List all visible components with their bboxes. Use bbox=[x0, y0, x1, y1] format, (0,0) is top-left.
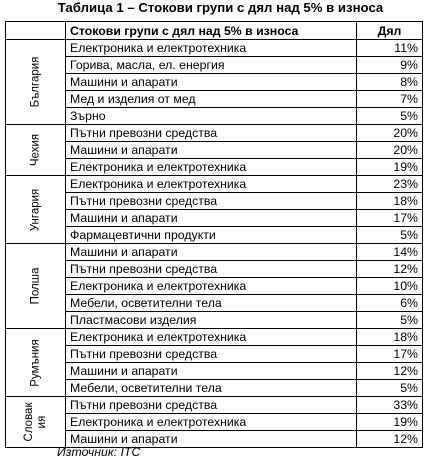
share-cell: 14% bbox=[357, 244, 423, 261]
header-goods: Стокови групи с дял над 5% в износа bbox=[66, 22, 357, 40]
share-cell: 5% bbox=[357, 312, 423, 329]
table-title: Таблица 1 – Стокови групи с дял над 5% в износа bbox=[57, 0, 384, 15]
table-row bbox=[6, 40, 423, 57]
share-cell: 5% bbox=[357, 380, 423, 397]
header-country bbox=[6, 22, 66, 40]
table-row bbox=[6, 414, 423, 431]
share-cell: 7% bbox=[357, 91, 423, 108]
country-label: Чехия bbox=[29, 133, 41, 167]
table-row bbox=[6, 295, 423, 312]
country-cell bbox=[6, 244, 66, 329]
share-cell: 12% bbox=[357, 261, 423, 278]
goods-cell: Пластмасови изделия bbox=[66, 312, 357, 329]
country-label: Унгария bbox=[29, 188, 41, 231]
goods-cell: Зърно bbox=[66, 108, 357, 125]
country-cell bbox=[6, 329, 66, 397]
goods-cell: Мебели, осветителни тела bbox=[66, 295, 357, 312]
goods-cell: Мед и изделия от мед bbox=[66, 91, 357, 108]
goods-cell: Пътни превозни средства bbox=[66, 397, 357, 414]
table-row bbox=[6, 380, 423, 397]
goods-cell: Машини и апарати bbox=[66, 142, 357, 159]
country-label-line: Словак bbox=[22, 402, 35, 442]
export-share-table bbox=[5, 21, 423, 448]
country-label: България bbox=[29, 56, 41, 108]
country-label-line: ия bbox=[35, 415, 48, 429]
goods-cell: Пътни превозни средства bbox=[66, 125, 357, 142]
table-row bbox=[6, 244, 423, 261]
table-row bbox=[6, 210, 423, 227]
share-cell: 20% bbox=[357, 142, 423, 159]
header-share: Дял bbox=[357, 22, 423, 40]
table-row bbox=[6, 329, 423, 346]
share-cell: 10% bbox=[357, 278, 423, 295]
country-cell bbox=[6, 125, 66, 176]
source-note: Източник: ITC bbox=[57, 445, 141, 459]
country-label: Полша bbox=[29, 267, 41, 305]
table-row bbox=[6, 142, 423, 159]
table-row bbox=[6, 261, 423, 278]
share-cell: 12% bbox=[357, 431, 423, 448]
country-label: Румъния bbox=[29, 338, 41, 387]
goods-cell: Машини и апарати bbox=[66, 363, 357, 380]
goods-cell: Машини и апарати bbox=[66, 210, 357, 227]
goods-cell: Горива, масла, ел. енергия bbox=[66, 57, 357, 74]
share-cell: 33% bbox=[357, 397, 423, 414]
table-row bbox=[6, 312, 423, 329]
table-row bbox=[6, 125, 423, 142]
goods-cell: Машини и апарати bbox=[66, 431, 357, 448]
share-cell: 17% bbox=[357, 210, 423, 227]
table-row bbox=[6, 193, 423, 210]
goods-cell: Електроника и електротехника bbox=[66, 278, 357, 295]
table-row bbox=[6, 159, 423, 176]
share-cell: 19% bbox=[357, 159, 423, 176]
table-row bbox=[6, 57, 423, 74]
table-row bbox=[6, 363, 423, 380]
table-row bbox=[6, 74, 423, 91]
table-row bbox=[6, 91, 423, 108]
share-cell: 18% bbox=[357, 329, 423, 346]
goods-cell: Машини и апарати bbox=[66, 244, 357, 261]
country-label bbox=[23, 403, 49, 442]
share-cell: 23% bbox=[357, 176, 423, 193]
table-row bbox=[6, 108, 423, 125]
goods-cell: Електроника и електротехника bbox=[66, 176, 357, 193]
table-header-row bbox=[6, 22, 423, 40]
share-cell: 5% bbox=[357, 227, 423, 244]
goods-cell: Пътни превозни средства bbox=[66, 261, 357, 278]
share-cell: 9% bbox=[357, 57, 423, 74]
goods-cell: Машини и апарати bbox=[66, 74, 357, 91]
goods-cell: Мебели, осветителни тела bbox=[66, 380, 357, 397]
table-row bbox=[6, 346, 423, 363]
share-cell: 19% bbox=[357, 414, 423, 431]
goods-cell: Пътни превозни средства bbox=[66, 193, 357, 210]
share-cell: 11% bbox=[357, 40, 423, 57]
goods-cell: Електроника и електротехника bbox=[66, 414, 357, 431]
share-cell: 5% bbox=[357, 108, 423, 125]
share-cell: 18% bbox=[357, 193, 423, 210]
goods-cell: Електроника и електротехника bbox=[66, 329, 357, 346]
table-row bbox=[6, 227, 423, 244]
table-body bbox=[6, 40, 423, 448]
share-cell: 17% bbox=[357, 346, 423, 363]
country-cell bbox=[6, 397, 66, 448]
goods-cell: Електроника и електротехника bbox=[66, 159, 357, 176]
share-cell: 6% bbox=[357, 295, 423, 312]
table-row bbox=[6, 397, 423, 414]
goods-cell: Електроника и електротехника bbox=[66, 40, 357, 57]
share-cell: 12% bbox=[357, 363, 423, 380]
table-row bbox=[6, 278, 423, 295]
share-cell: 20% bbox=[357, 125, 423, 142]
country-cell bbox=[6, 176, 66, 244]
table-row bbox=[6, 176, 423, 193]
goods-cell: Фармацевтични продукти bbox=[66, 227, 357, 244]
country-cell bbox=[6, 40, 66, 125]
goods-cell: Пътни превозни средства bbox=[66, 346, 357, 363]
share-cell: 8% bbox=[357, 74, 423, 91]
